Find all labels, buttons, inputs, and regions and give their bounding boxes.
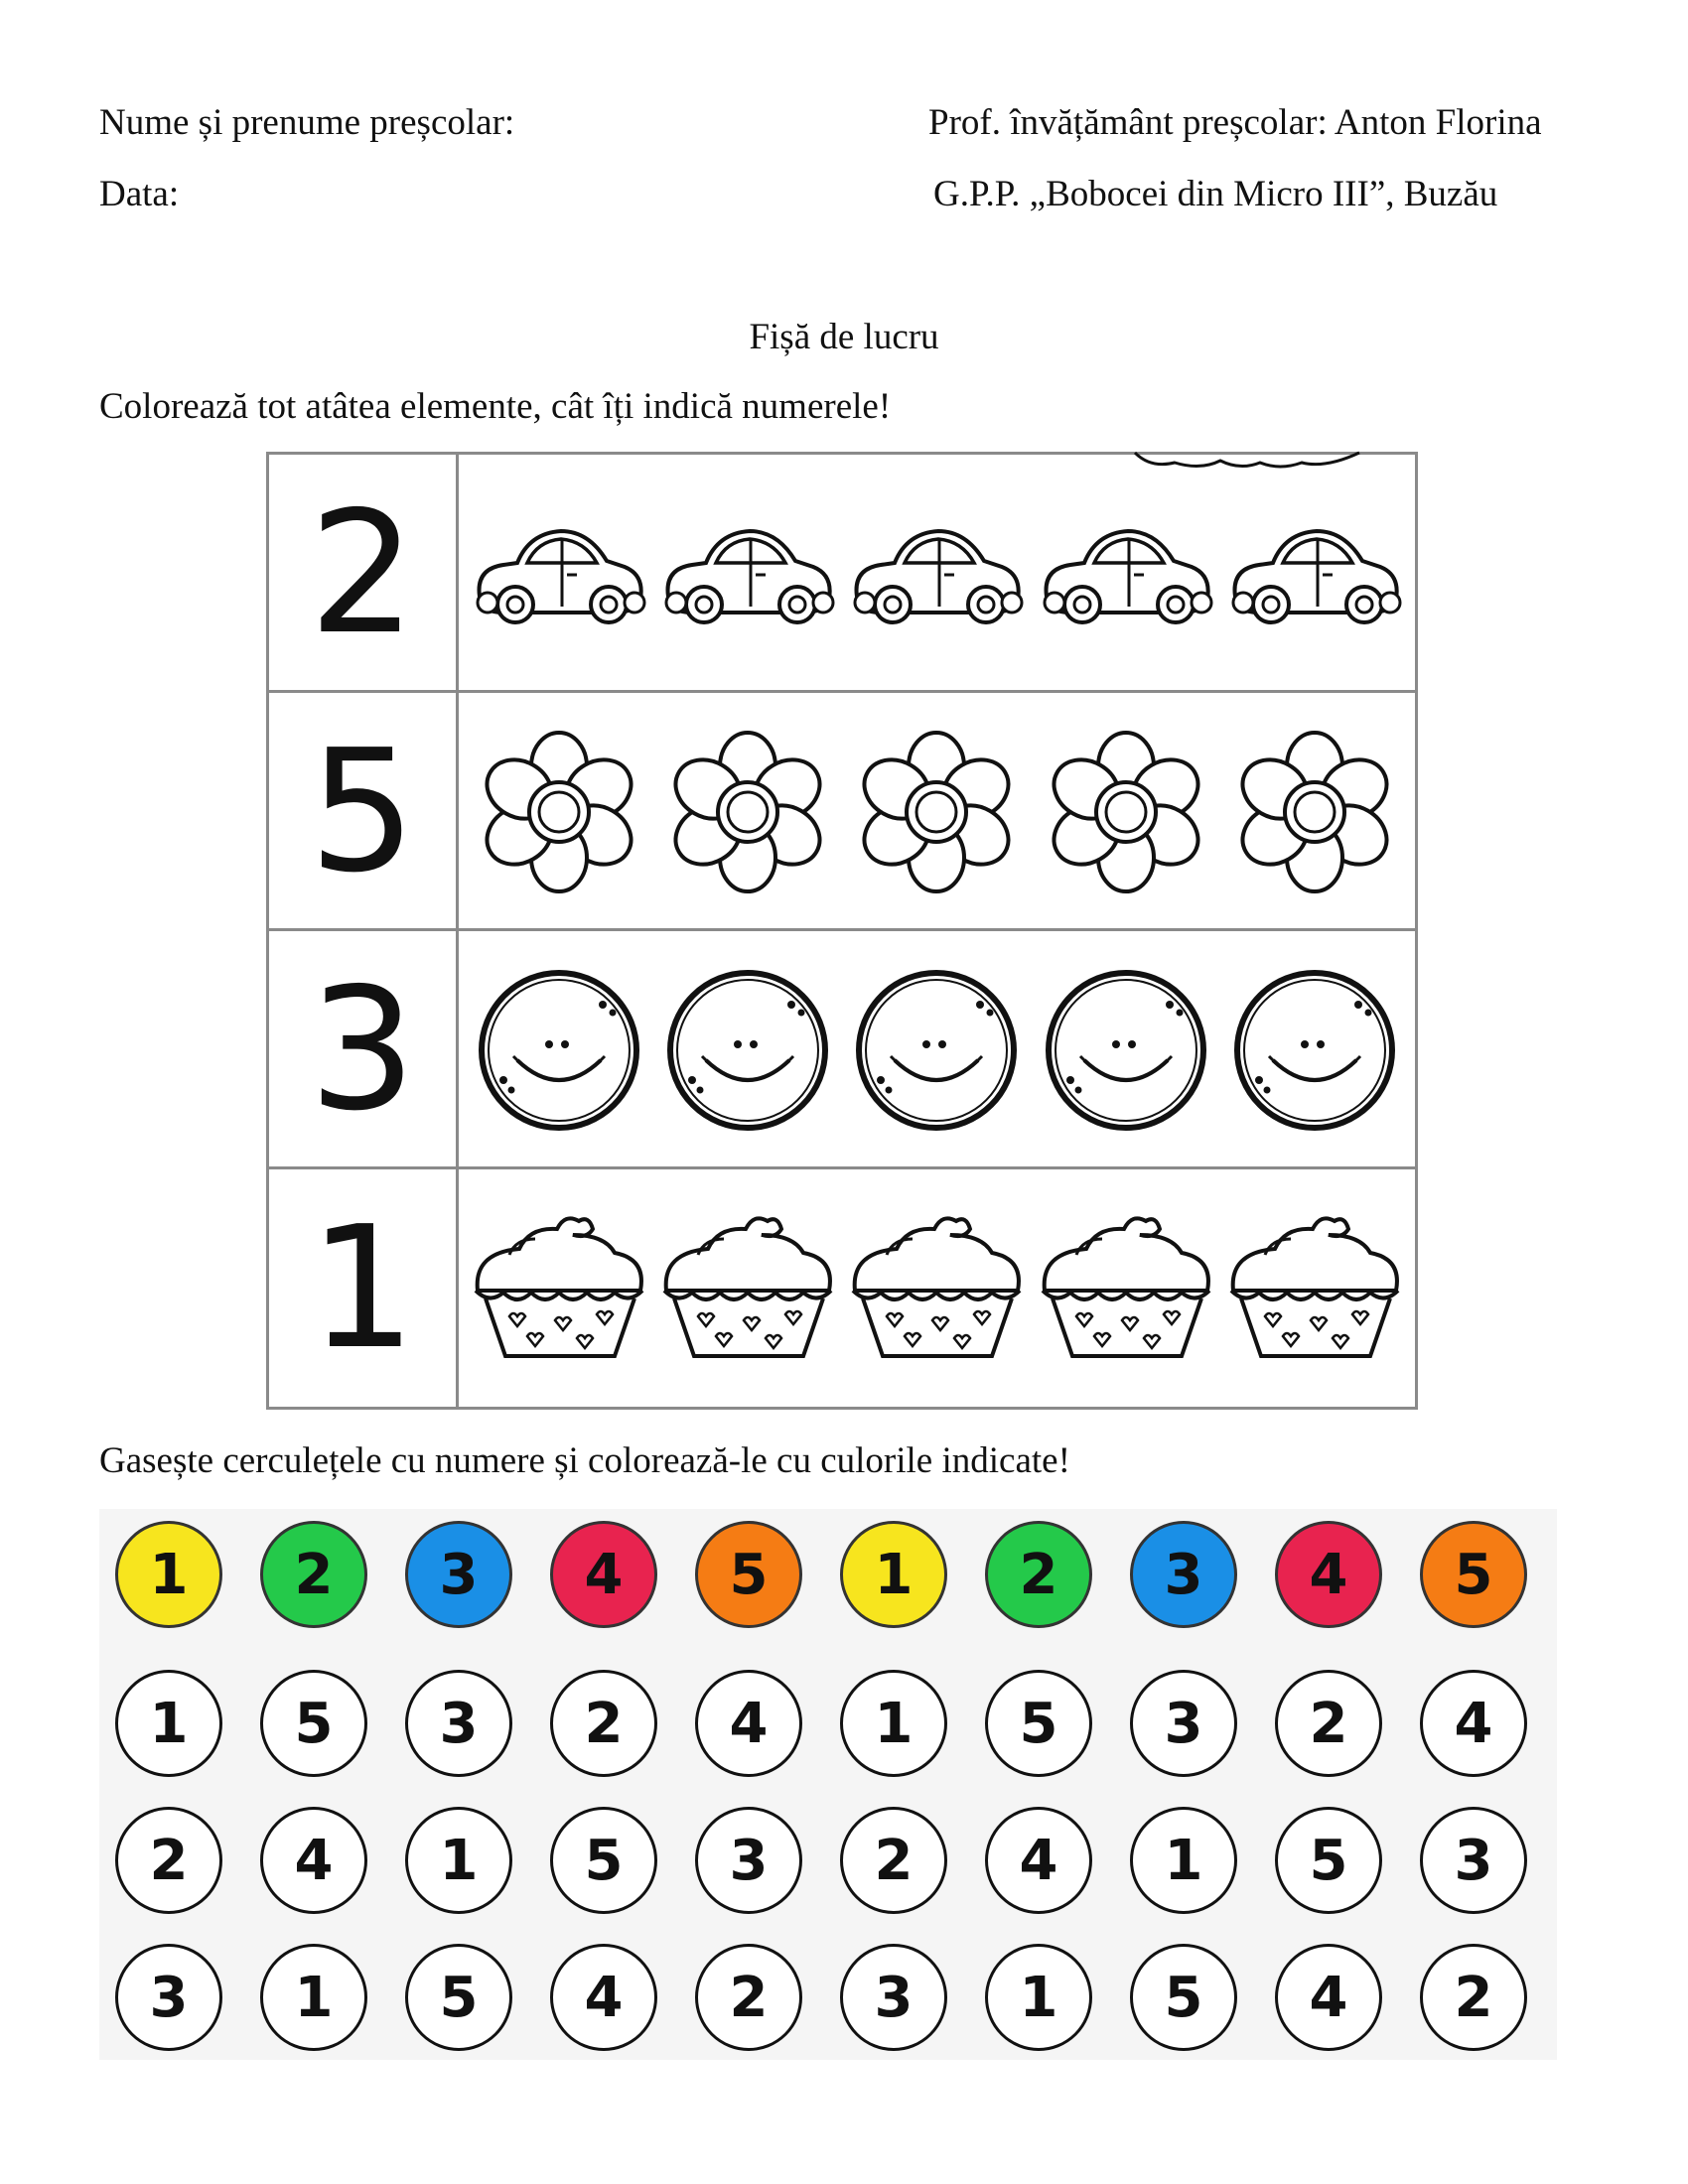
flower-icon[interactable] xyxy=(1037,723,1215,901)
number-circle[interactable]: 3 xyxy=(115,1944,222,2051)
smiley-icon[interactable] xyxy=(847,961,1026,1140)
table-row-smileys xyxy=(269,931,1415,1169)
car-icon[interactable] xyxy=(1225,514,1404,633)
number-circle[interactable]: 3 xyxy=(695,1807,802,1914)
number-circle[interactable]: 4 xyxy=(1275,1944,1382,2051)
cupcake-icon[interactable] xyxy=(1225,1199,1404,1378)
circle-row xyxy=(115,1944,1565,2051)
counting-table xyxy=(266,452,1418,1410)
number-circle[interactable]: 1 xyxy=(260,1944,367,2051)
flower-icon[interactable] xyxy=(658,723,837,901)
flower-icon[interactable] xyxy=(470,723,648,901)
legend-circle: 5 xyxy=(1420,1521,1527,1628)
instruction-count: Colorează tot atâtea elemente, cât îți indică numerele! xyxy=(99,386,892,427)
legend-circle: 3 xyxy=(1130,1521,1237,1628)
number-circle[interactable]: 1 xyxy=(405,1807,512,1914)
row-number: 3 xyxy=(308,952,417,1149)
legend-circle: 5 xyxy=(695,1521,802,1628)
table-row-cars xyxy=(269,455,1415,693)
instruction-colors: Gasește cerculețele cu numere și colorează-le cu culorile indicate! xyxy=(99,1440,1070,1481)
number-circle[interactable]: 3 xyxy=(1420,1807,1527,1914)
flower-icon[interactable] xyxy=(1225,723,1404,901)
row-number: 1 xyxy=(308,1190,417,1387)
legend-circle: 2 xyxy=(985,1521,1092,1628)
number-circle[interactable]: 2 xyxy=(840,1807,947,1914)
number-circle[interactable]: 4 xyxy=(260,1807,367,1914)
number-circle[interactable]: 5 xyxy=(1275,1807,1382,1914)
kindergarten-label: G.P.P. „Bobocei din Micro III”, Buzău xyxy=(933,174,1498,214)
car-icon[interactable] xyxy=(847,514,1026,633)
number-circle[interactable]: 2 xyxy=(115,1807,222,1914)
table-row-flowers xyxy=(269,693,1415,931)
car-icon[interactable] xyxy=(470,514,648,633)
number-circle[interactable]: 5 xyxy=(1130,1944,1237,2051)
smiley-icon[interactable] xyxy=(658,961,837,1140)
number-circle[interactable]: 3 xyxy=(1130,1670,1237,1777)
number-circle[interactable]: 1 xyxy=(840,1670,947,1777)
number-circle[interactable]: 2 xyxy=(1420,1944,1527,2051)
car-icon[interactable] xyxy=(1037,514,1215,633)
number-circle[interactable]: 2 xyxy=(1275,1670,1382,1777)
number-circle[interactable]: 4 xyxy=(695,1670,802,1777)
number-circle[interactable]: 5 xyxy=(260,1670,367,1777)
teacher-label: Prof. învățământ preșcolar: Anton Florina xyxy=(928,102,1542,143)
number-circle[interactable]: 1 xyxy=(1130,1807,1237,1914)
number-circle[interactable]: 5 xyxy=(985,1670,1092,1777)
child-name-label: Nume și prenume preșcolar: xyxy=(99,102,515,143)
circle-row xyxy=(115,1807,1565,1914)
cupcake-icon[interactable] xyxy=(470,1199,648,1378)
number-circle[interactable]: 1 xyxy=(115,1670,222,1777)
smiley-icon[interactable] xyxy=(1037,961,1215,1140)
legend-circle: 2 xyxy=(260,1521,367,1628)
number-circle[interactable]: 5 xyxy=(550,1807,657,1914)
circle-row xyxy=(115,1670,1565,1777)
smiley-icon[interactable] xyxy=(1225,961,1404,1140)
cupcake-icon[interactable] xyxy=(847,1199,1026,1378)
number-circle[interactable]: 2 xyxy=(695,1944,802,2051)
legend-circle: 4 xyxy=(550,1521,657,1628)
cupcake-icon[interactable] xyxy=(1037,1199,1215,1378)
legend-circle: 3 xyxy=(405,1521,512,1628)
page-title: Fișă de lucru xyxy=(749,317,939,357)
legend-circle: 1 xyxy=(115,1521,222,1628)
car-icon[interactable] xyxy=(658,514,837,633)
color-legend-row xyxy=(115,1521,1565,1628)
date-label: Data: xyxy=(99,174,180,214)
smiley-icon[interactable] xyxy=(470,961,648,1140)
number-circle[interactable]: 3 xyxy=(840,1944,947,2051)
number-circle[interactable]: 3 xyxy=(405,1670,512,1777)
number-circle[interactable]: 4 xyxy=(1420,1670,1527,1777)
number-circles-panel xyxy=(99,1509,1557,2060)
number-circle[interactable]: 4 xyxy=(985,1807,1092,1914)
cupcake-icon[interactable] xyxy=(658,1199,837,1378)
row-number: 2 xyxy=(308,476,417,672)
number-circle[interactable]: 4 xyxy=(550,1944,657,2051)
number-circle[interactable]: 2 xyxy=(550,1670,657,1777)
legend-circle: 1 xyxy=(840,1521,947,1628)
number-circle[interactable]: 5 xyxy=(405,1944,512,2051)
flower-icon[interactable] xyxy=(847,723,1026,901)
table-row-cupcakes xyxy=(269,1169,1415,1408)
number-circle[interactable]: 1 xyxy=(985,1944,1092,2051)
row-number: 5 xyxy=(308,714,417,910)
legend-circle: 4 xyxy=(1275,1521,1382,1628)
